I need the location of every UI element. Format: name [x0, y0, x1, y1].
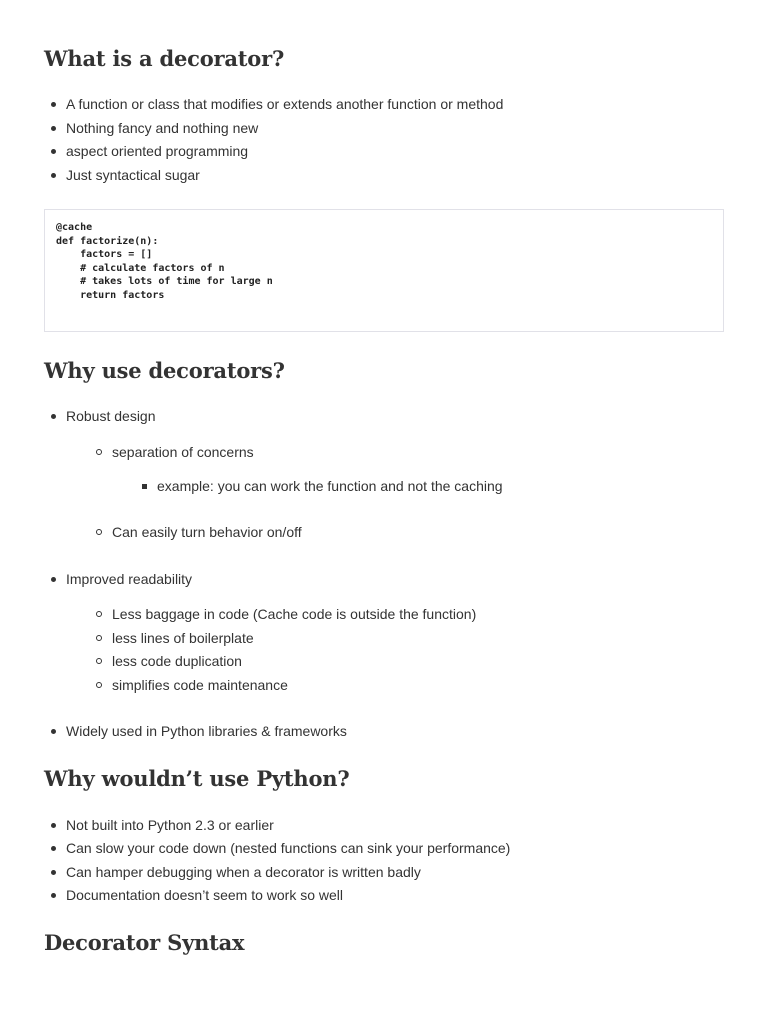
list-item: separation of concerns — [112, 444, 254, 460]
list-item: Improved readability — [66, 571, 193, 587]
list-item: Can hamper debugging when a decorator is written badly — [66, 864, 421, 880]
list-item: A function or class that modifies or extends another function or method — [66, 96, 504, 112]
list-item: Not built into Python 2.3 or earlier — [66, 817, 274, 833]
list-item: less lines of boilerplate — [112, 630, 254, 646]
code-line: factors = [] — [56, 249, 153, 260]
code-line: # calculate factors of n — [56, 262, 225, 274]
list-item: Widely used in Python libraries & frameworks — [66, 723, 347, 739]
list-item: example: you can work the function and not the caching — [157, 478, 503, 494]
code-block — [44, 209, 724, 332]
list-item: Just syntactical sugar — [66, 167, 200, 183]
code-line: # takes lots of time for large n — [56, 276, 273, 287]
list-item: less code duplication — [112, 653, 242, 669]
list-item: Robust design — [66, 408, 156, 424]
list-item: simplifies code maintenance — [112, 677, 288, 693]
code-line: @cache — [56, 222, 93, 233]
code-line: def factorize(n): — [56, 235, 159, 247]
list-item: Can slow your code down (nested functions can sink your performance) — [66, 840, 511, 856]
list-item: Less baggage in code (Cache code is outside the function) — [112, 606, 477, 622]
list-item: aspect oriented programming — [66, 143, 249, 159]
list-item: Can easily turn behavior on/off — [112, 524, 302, 540]
heading-decorator-syntax: Decorator Syntax — [44, 930, 245, 955]
code-line: return factors — [56, 289, 165, 301]
heading-why-use-decorators: Why use decorators? — [44, 358, 285, 383]
list-item: Nothing fancy and nothing new — [66, 120, 259, 136]
heading-why-wouldnt-use: Why wouldn’t use Python? — [44, 766, 350, 791]
list-item: Documentation doesn’t seem to work so well — [66, 887, 344, 903]
heading-what-is-decorator: What is a decorator? — [44, 46, 285, 71]
